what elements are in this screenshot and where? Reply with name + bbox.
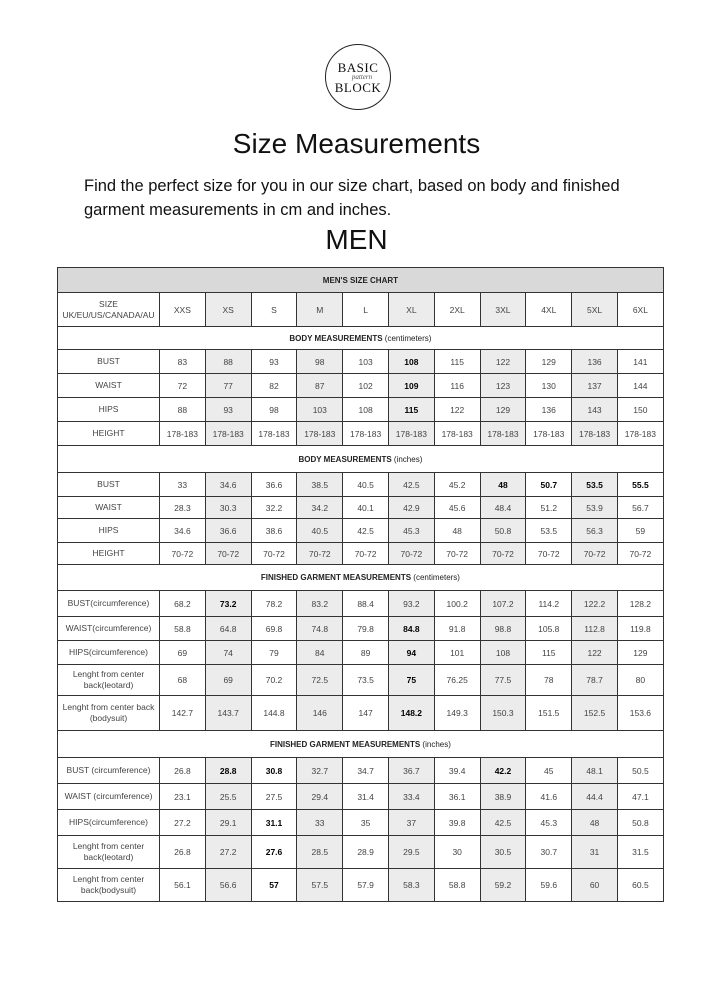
row-label: Lenght from center back (bodysuit): [58, 696, 160, 731]
value-cell: 123: [480, 374, 526, 398]
value-cell: 178-183: [251, 422, 297, 446]
value-cell: 89: [343, 641, 389, 665]
logo-line-1: BASIC: [337, 59, 379, 75]
value-cell: 60: [572, 869, 618, 902]
value-cell: 108: [388, 350, 434, 374]
size-header-cell: S: [251, 293, 297, 327]
value-cell: 45.3: [526, 810, 572, 836]
value-cell: 93: [205, 398, 251, 422]
measurement-row: [58, 617, 664, 641]
value-cell: 30.8: [251, 758, 297, 784]
value-cell: 122.2: [572, 591, 618, 617]
value-cell: 48.4: [480, 497, 526, 519]
value-cell: 29.4: [297, 784, 343, 810]
value-cell: 50.7: [526, 473, 572, 497]
measurement-row: [58, 422, 664, 446]
value-cell: 59.6: [526, 869, 572, 902]
value-cell: 178-183: [160, 422, 206, 446]
row-label: HIPS: [58, 398, 160, 422]
value-cell: 78.7: [572, 665, 618, 696]
page-title: Size Measurements: [232, 128, 481, 159]
value-cell: 36.1: [434, 784, 480, 810]
value-cell: 108: [343, 398, 389, 422]
value-cell: 64.8: [205, 617, 251, 641]
value-cell: 74: [205, 641, 251, 665]
value-cell: 80: [617, 665, 663, 696]
value-cell: 142.7: [160, 696, 206, 731]
value-cell: 41.6: [526, 784, 572, 810]
value-cell: 27.5: [251, 784, 297, 810]
row-label: Lenght from center back(leotard): [58, 665, 160, 696]
value-cell: 40.5: [297, 519, 343, 543]
measurement-row: [58, 473, 664, 497]
value-cell: 55.5: [617, 473, 663, 497]
value-cell: 114.2: [526, 591, 572, 617]
value-cell: 33: [297, 810, 343, 836]
value-cell: 70-72: [343, 543, 389, 565]
value-cell: 27.2: [160, 810, 206, 836]
value-cell: 178-183: [205, 422, 251, 446]
value-cell: 178-183: [434, 422, 480, 446]
value-cell: 109: [388, 374, 434, 398]
value-cell: 28.9: [343, 836, 389, 869]
row-label: HIPS(circumference): [58, 641, 160, 665]
value-cell: 83: [160, 350, 206, 374]
value-cell: 42.2: [480, 758, 526, 784]
value-cell: 122: [434, 398, 480, 422]
value-cell: 26.8: [160, 758, 206, 784]
section-subtitle: MEN: [325, 224, 388, 255]
value-cell: 88.4: [343, 591, 389, 617]
value-cell: 150: [617, 398, 663, 422]
value-cell: 37: [388, 810, 434, 836]
chart-title-row: [58, 268, 664, 293]
value-cell: 34.6: [160, 519, 206, 543]
value-cell: 59.2: [480, 869, 526, 902]
value-cell: 141: [617, 350, 663, 374]
measurement-row: [58, 641, 664, 665]
value-cell: 70-72: [480, 543, 526, 565]
value-cell: 150.3: [480, 696, 526, 731]
value-cell: 98: [251, 398, 297, 422]
value-cell: 34.7: [343, 758, 389, 784]
value-cell: 38.6: [251, 519, 297, 543]
value-cell: 178-183: [297, 422, 343, 446]
size-header-cell: XS: [205, 293, 251, 327]
section-heading: [58, 565, 664, 591]
value-cell: 74.8: [297, 617, 343, 641]
value-cell: 50.5: [617, 758, 663, 784]
value-cell: 119.8: [617, 617, 663, 641]
value-cell: 82: [251, 374, 297, 398]
size-label-line1: SIZE: [99, 298, 118, 309]
value-cell: 122: [572, 641, 618, 665]
value-cell: 57.9: [343, 869, 389, 902]
row-label: HIPS: [58, 519, 160, 543]
value-cell: 39.8: [434, 810, 480, 836]
row-label: BUST(circumference): [58, 591, 160, 617]
size-header-row: [58, 293, 664, 327]
value-cell: 76.25: [434, 665, 480, 696]
value-cell: 143.7: [205, 696, 251, 731]
measurement-row: [58, 784, 664, 810]
value-cell: 70-72: [434, 543, 480, 565]
value-cell: 144: [617, 374, 663, 398]
value-cell: 69: [160, 641, 206, 665]
measurement-row: [58, 497, 664, 519]
value-cell: 93: [251, 350, 297, 374]
value-cell: 70-72: [160, 543, 206, 565]
value-cell: 68: [160, 665, 206, 696]
value-cell: 57.5: [297, 869, 343, 902]
value-cell: 70-72: [205, 543, 251, 565]
value-cell: 28.8: [205, 758, 251, 784]
size-header-cell: 5XL: [572, 293, 618, 327]
section-heading-unit: (inches): [393, 454, 423, 464]
value-cell: 32.7: [297, 758, 343, 784]
size-header-cell: 2XL: [434, 293, 480, 327]
intro-text: Find the perfect size for you in our size chart, based on body and finished garment measurements in cm and inches.: [84, 177, 620, 219]
value-cell: 30.3: [205, 497, 251, 519]
size-header-cell: XXS: [160, 293, 206, 327]
value-cell: 40.5: [343, 473, 389, 497]
value-cell: 70-72: [297, 543, 343, 565]
value-cell: 103: [343, 350, 389, 374]
value-cell: 136: [526, 398, 572, 422]
value-cell: 23.1: [160, 784, 206, 810]
section-heading-row: [58, 446, 664, 473]
value-cell: 100.2: [434, 591, 480, 617]
value-cell: 47.1: [617, 784, 663, 810]
section-heading-unit: (centimeters): [413, 573, 460, 582]
value-cell: 39.4: [434, 758, 480, 784]
value-cell: 122: [480, 350, 526, 374]
value-cell: 69: [205, 665, 251, 696]
measurement-row: [58, 519, 664, 543]
value-cell: 115: [434, 350, 480, 374]
chart-title: MEN'S SIZE CHART: [58, 268, 664, 293]
measurement-row: [58, 696, 664, 731]
value-cell: 178-183: [617, 422, 663, 446]
row-label: WAIST(circumference): [58, 617, 160, 641]
value-cell: 38.9: [480, 784, 526, 810]
measurement-row: [58, 869, 664, 902]
value-cell: 36.7: [388, 758, 434, 784]
value-cell: 42.5: [480, 810, 526, 836]
value-cell: 70-72: [617, 543, 663, 565]
value-cell: 28.5: [297, 836, 343, 869]
value-cell: 36.6: [205, 519, 251, 543]
size-header-cell: M: [297, 293, 343, 327]
value-cell: 56.7: [617, 497, 663, 519]
size-header-cell: XL: [388, 293, 434, 327]
size-label-line2: UK/EU/US/CANADA/AU: [62, 309, 155, 320]
value-cell: 178-183: [388, 422, 434, 446]
value-cell: 129: [526, 350, 572, 374]
value-cell: 78.2: [251, 591, 297, 617]
section-heading: [58, 446, 664, 473]
section-heading-unit: (centimeters): [384, 333, 432, 343]
value-cell: 57: [251, 869, 297, 902]
logo-line-3: BLOCK: [334, 79, 382, 95]
value-cell: 93.2: [388, 591, 434, 617]
value-cell: 31.5: [617, 836, 663, 869]
measurement-row: [58, 543, 664, 565]
value-cell: 129: [617, 641, 663, 665]
value-cell: 44.4: [572, 784, 618, 810]
value-cell: 25.5: [205, 784, 251, 810]
section-heading-title: FINISHED GARMENT MEASUREMENTS: [269, 739, 421, 749]
value-cell: 69.8: [251, 617, 297, 641]
value-cell: 48: [480, 473, 526, 497]
value-cell: 70-72: [251, 543, 297, 565]
measurement-row: [58, 591, 664, 617]
section-heading-row: [58, 327, 664, 350]
value-cell: 58.8: [434, 869, 480, 902]
row-label: Lenght from center back(leotard): [58, 836, 160, 869]
value-cell: 58.8: [160, 617, 206, 641]
size-chart-table: [57, 267, 664, 902]
value-cell: 136: [572, 350, 618, 374]
row-label: BUST: [58, 473, 160, 497]
size-header-cell: 4XL: [526, 293, 572, 327]
section-heading: [58, 327, 664, 350]
value-cell: 148.2: [388, 696, 434, 731]
value-cell: 107.2: [480, 591, 526, 617]
value-cell: 42.5: [388, 473, 434, 497]
value-cell: 144.8: [251, 696, 297, 731]
value-cell: 29.5: [388, 836, 434, 869]
value-cell: 108: [480, 641, 526, 665]
value-cell: 72: [160, 374, 206, 398]
value-cell: 60.5: [617, 869, 663, 902]
brand-logo: [325, 44, 391, 110]
section-heading-unit: (inches): [422, 739, 451, 749]
value-cell: 128.2: [617, 591, 663, 617]
section-heading-title: FINISHED GARMENT MEASUREMENTS: [260, 573, 412, 582]
value-cell: 98.8: [480, 617, 526, 641]
value-cell: 178-183: [480, 422, 526, 446]
value-cell: 83.2: [297, 591, 343, 617]
value-cell: 56.1: [160, 869, 206, 902]
value-cell: 178-183: [343, 422, 389, 446]
value-cell: 53.5: [572, 473, 618, 497]
section-heading: [58, 731, 664, 758]
value-cell: 50.8: [480, 519, 526, 543]
value-cell: 84.8: [388, 617, 434, 641]
value-cell: 45.6: [434, 497, 480, 519]
value-cell: 31.4: [343, 784, 389, 810]
value-cell: 79: [251, 641, 297, 665]
value-cell: 73.5: [343, 665, 389, 696]
value-cell: 56.3: [572, 519, 618, 543]
value-cell: 33: [160, 473, 206, 497]
value-cell: 101: [434, 641, 480, 665]
value-cell: 94: [388, 641, 434, 665]
value-cell: 58.3: [388, 869, 434, 902]
size-header-cell: L: [343, 293, 389, 327]
value-cell: 78: [526, 665, 572, 696]
value-cell: 32.2: [251, 497, 297, 519]
value-cell: 53.9: [572, 497, 618, 519]
value-cell: 70-72: [572, 543, 618, 565]
value-cell: 30.5: [480, 836, 526, 869]
value-cell: 29.1: [205, 810, 251, 836]
value-cell: 77.5: [480, 665, 526, 696]
value-cell: 151.5: [526, 696, 572, 731]
row-label: WAIST (circumference): [58, 784, 160, 810]
value-cell: 34.2: [297, 497, 343, 519]
value-cell: 77: [205, 374, 251, 398]
value-cell: 31: [572, 836, 618, 869]
value-cell: 70-72: [388, 543, 434, 565]
value-cell: 33.4: [388, 784, 434, 810]
section-heading-row: [58, 565, 664, 591]
value-cell: 72.5: [297, 665, 343, 696]
value-cell: 87: [297, 374, 343, 398]
value-cell: 178-183: [572, 422, 618, 446]
row-label: BUST (circumference): [58, 758, 160, 784]
measurement-row: [58, 810, 664, 836]
row-label: Lenght from center back(bodysuit): [58, 869, 160, 902]
value-cell: 27.2: [205, 836, 251, 869]
value-cell: 50.8: [617, 810, 663, 836]
value-cell: 28.3: [160, 497, 206, 519]
value-cell: 34.6: [205, 473, 251, 497]
row-label: BUST: [58, 350, 160, 374]
size-header-cell: 3XL: [480, 293, 526, 327]
measurement-row: [58, 374, 664, 398]
value-cell: 130: [526, 374, 572, 398]
value-cell: 27.6: [251, 836, 297, 869]
value-cell: 98: [297, 350, 343, 374]
value-cell: 30: [434, 836, 480, 869]
value-cell: 143: [572, 398, 618, 422]
value-cell: 88: [160, 398, 206, 422]
value-cell: 102: [343, 374, 389, 398]
value-cell: 149.3: [434, 696, 480, 731]
value-cell: 56.6: [205, 869, 251, 902]
value-cell: 59: [617, 519, 663, 543]
value-cell: 26.8: [160, 836, 206, 869]
measurement-row: [58, 836, 664, 869]
value-cell: 48: [434, 519, 480, 543]
value-cell: 48.1: [572, 758, 618, 784]
measurement-row: [58, 398, 664, 422]
value-cell: 53.5: [526, 519, 572, 543]
value-cell: 38.5: [297, 473, 343, 497]
value-cell: 73.2: [205, 591, 251, 617]
row-label: WAIST: [58, 497, 160, 519]
value-cell: 91.8: [434, 617, 480, 641]
value-cell: 84: [297, 641, 343, 665]
value-cell: 105.8: [526, 617, 572, 641]
value-cell: 31.1: [251, 810, 297, 836]
value-cell: 178-183: [526, 422, 572, 446]
value-cell: 70.2: [251, 665, 297, 696]
row-label: HEIGHT: [58, 422, 160, 446]
section-heading-row: [58, 731, 664, 758]
section-heading-title: BODY MEASUREMENTS: [298, 454, 392, 464]
value-cell: 152.5: [572, 696, 618, 731]
measurement-row: [58, 665, 664, 696]
logo-line-2: pattern: [351, 72, 373, 81]
value-cell: 137: [572, 374, 618, 398]
value-cell: 79.8: [343, 617, 389, 641]
row-label: WAIST: [58, 374, 160, 398]
value-cell: 42.5: [343, 519, 389, 543]
value-cell: 30.7: [526, 836, 572, 869]
value-cell: 129: [480, 398, 526, 422]
value-cell: 35: [343, 810, 389, 836]
value-cell: 147: [343, 696, 389, 731]
value-cell: 45.2: [434, 473, 480, 497]
size-label: [58, 293, 160, 327]
measurement-row: [58, 350, 664, 374]
value-cell: 116: [434, 374, 480, 398]
value-cell: 45: [526, 758, 572, 784]
value-cell: 115: [388, 398, 434, 422]
value-cell: 42.9: [388, 497, 434, 519]
value-cell: 68.2: [160, 591, 206, 617]
value-cell: 48: [572, 810, 618, 836]
value-cell: 103: [297, 398, 343, 422]
value-cell: 45.3: [388, 519, 434, 543]
value-cell: 40.1: [343, 497, 389, 519]
value-cell: 51.2: [526, 497, 572, 519]
value-cell: 153.6: [617, 696, 663, 731]
value-cell: 70-72: [526, 543, 572, 565]
value-cell: 36.6: [251, 473, 297, 497]
value-cell: 146: [297, 696, 343, 731]
value-cell: 75: [388, 665, 434, 696]
measurement-row: [58, 758, 664, 784]
value-cell: 115: [526, 641, 572, 665]
value-cell: 112.8: [572, 617, 618, 641]
value-cell: 88: [205, 350, 251, 374]
row-label: HIPS(circumference): [58, 810, 160, 836]
size-header-cell: 6XL: [617, 293, 663, 327]
row-label: HEIGHT: [58, 543, 160, 565]
section-heading-title: BODY MEASUREMENTS: [289, 333, 383, 343]
